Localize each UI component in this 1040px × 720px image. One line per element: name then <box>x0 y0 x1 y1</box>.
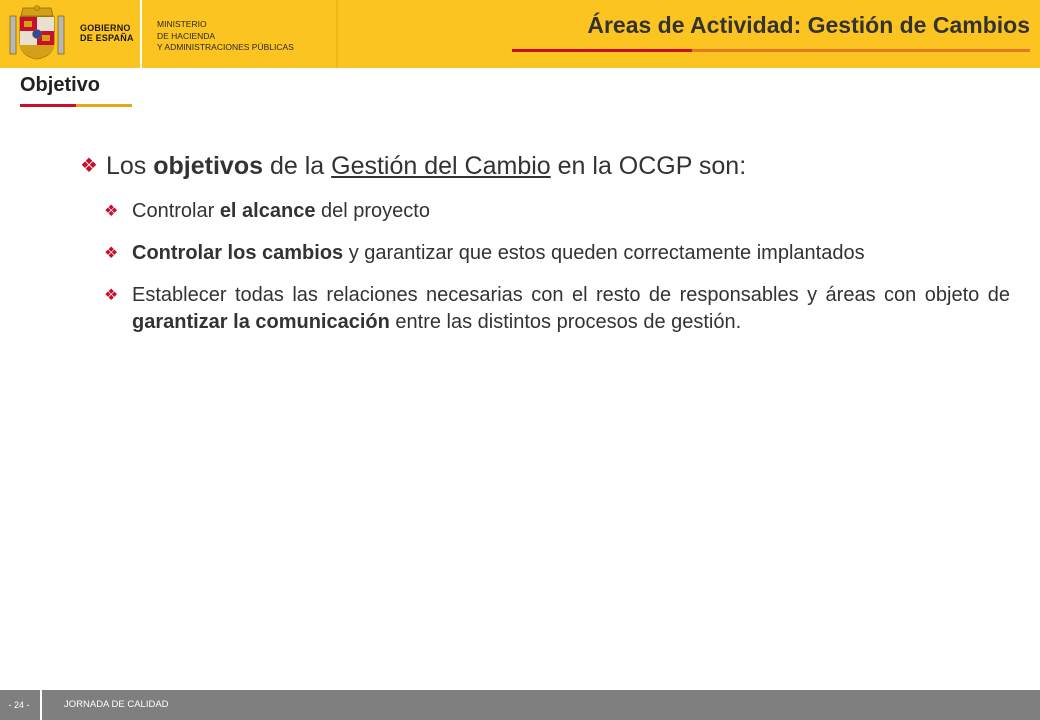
gobierno-logo <box>0 0 140 68</box>
diamond-bullet-icon: ❖ <box>104 245 119 262</box>
sub-text-bold: el alcance <box>219 200 316 222</box>
gobierno-text <box>80 23 134 43</box>
section-heading: Objetivo <box>20 74 101 96</box>
sub-text-part: y garantizar que estos queden correctamente implantados <box>343 242 865 264</box>
slide-content <box>80 148 1010 351</box>
main-bullet-text <box>106 148 746 184</box>
main-text-part: de la <box>263 152 332 180</box>
sub-bullet-list <box>80 198 1010 336</box>
footer-text: JORNADA DE CALIDAD <box>64 699 169 710</box>
section-underline <box>20 104 132 107</box>
sub-text-bold: Controlar los cambios <box>132 242 344 264</box>
section-underline-red <box>20 104 76 107</box>
title-underline-red <box>512 49 692 52</box>
footer-divider <box>40 690 42 720</box>
page-number: - 24 - <box>0 690 38 720</box>
sub-text-bold: garantizar la comunicación <box>132 311 390 333</box>
slide-title: Áreas de Actividad: Gestión de Cambios <box>587 12 1030 38</box>
section-underline-gold <box>76 104 132 107</box>
ministerio-text: MINISTERIO DE HACIENDA Y ADMINISTRACIONES PÚBLICAS <box>157 19 294 52</box>
main-text-bold: objetivos <box>153 152 264 180</box>
header-bar <box>0 0 1040 68</box>
gobierno-line2: DE ESPAÑA <box>80 33 134 43</box>
title-underline-orange <box>692 49 1030 52</box>
sub-bullet-text <box>132 240 1010 267</box>
sub-text-part: Establecer todas las relaciones necesarias con el resto de responsables y áreas con objeto de <box>132 284 1010 306</box>
diamond-bullet-icon: ❖ <box>104 203 119 220</box>
diamond-bullet-icon: ❖ <box>80 155 98 177</box>
sub-text-part: del proyecto <box>315 200 430 222</box>
sub-text-part: Controlar <box>132 200 220 222</box>
diamond-bullet-icon: ❖ <box>104 287 119 304</box>
sub-bullet-text <box>132 198 1010 225</box>
header-divider-2 <box>336 0 338 68</box>
sub-text-part: entre las distintos procesos de gestión. <box>389 311 742 333</box>
gobierno-line1: GOBIERNO <box>80 23 131 33</box>
footer-bar <box>0 690 1040 720</box>
sub-bullet-item <box>104 240 1010 267</box>
sub-bullet-text <box>132 282 1010 336</box>
main-bullet <box>80 148 1010 184</box>
header-divider <box>140 0 142 68</box>
title-underline <box>512 49 1030 52</box>
sub-bullet-item <box>104 282 1010 336</box>
main-text-part: Los <box>106 152 154 180</box>
main-text-part: en la OCGP son: <box>550 152 747 180</box>
sub-bullet-item <box>104 198 1010 225</box>
coat-of-arms-icon <box>8 4 66 62</box>
main-text-underlined: Gestión del Cambio <box>331 152 551 180</box>
